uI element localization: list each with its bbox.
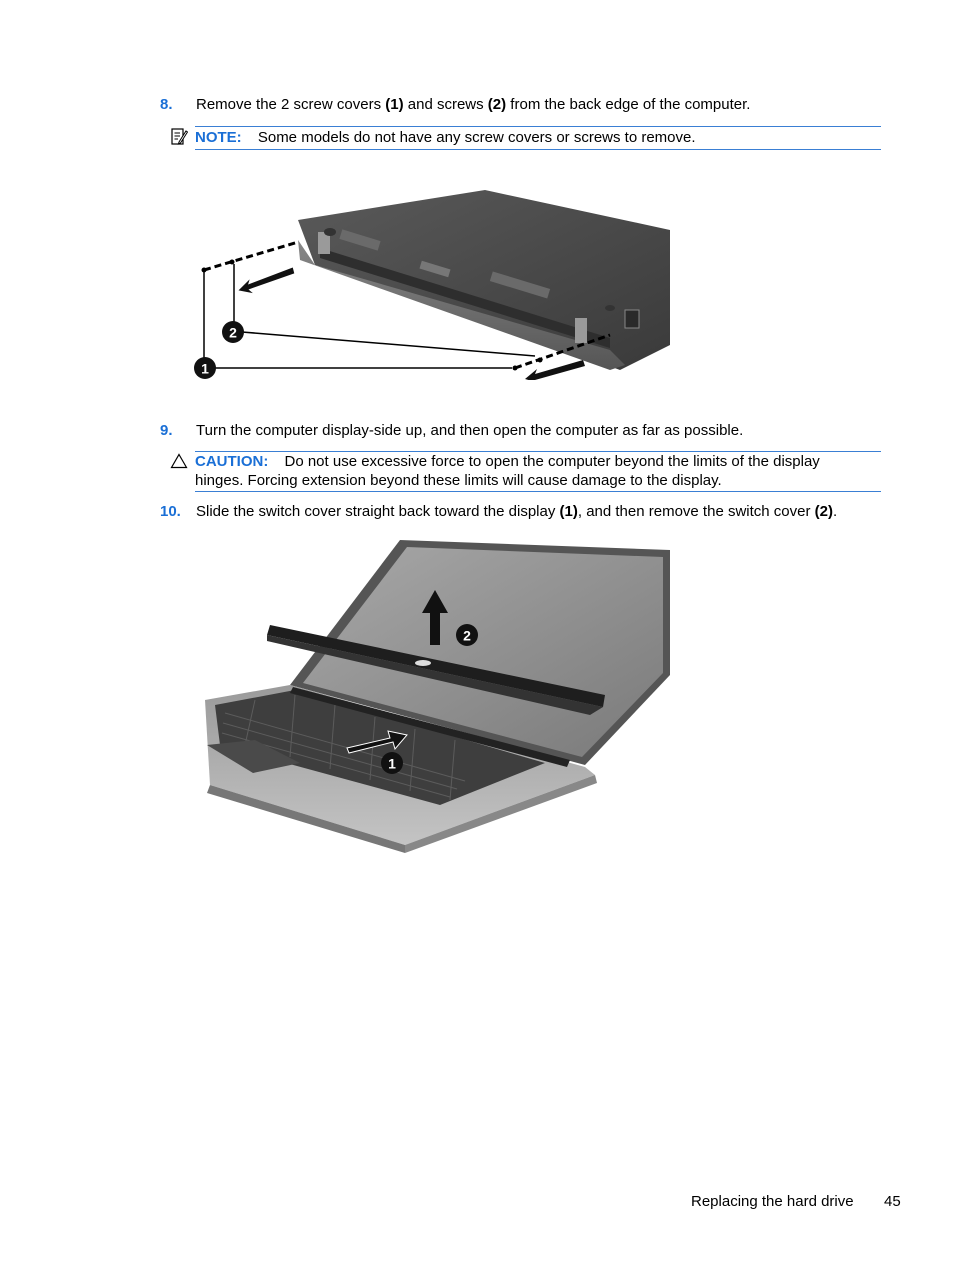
step-8-ref-2: (2) xyxy=(487,96,507,113)
note-text: Some models do not have any screw covers or screws to remove. xyxy=(257,129,696,146)
step-8-text-a: Remove the 2 screw covers xyxy=(196,96,386,113)
caution-box xyxy=(195,451,881,492)
step-8-text-c: from the back edge of the computer. xyxy=(506,96,751,113)
step-10-text-b: , and then remove the switch cover xyxy=(577,503,815,520)
figure-1-callout-1: 1 xyxy=(201,360,209,377)
figure-1-screw-removal xyxy=(190,180,680,380)
note-box xyxy=(195,126,881,150)
step-8-number: 8. xyxy=(160,96,173,113)
step-8-ref-1: (1) xyxy=(385,96,404,113)
step-10-text xyxy=(196,502,896,522)
step-10-number: 10. xyxy=(160,503,181,520)
step-10-ref-2: (2) xyxy=(814,503,833,520)
footer-page-number: 45 xyxy=(884,1193,901,1210)
caution-text-line2: hinges. Forcing extension beyond these limits will cause damage to the display. xyxy=(195,472,722,489)
figure-1-callout-2: 2 xyxy=(229,324,237,341)
step-10-text-a: Slide the switch cover straight back toward the display xyxy=(196,503,560,520)
step-8-text xyxy=(196,95,886,115)
note-label: NOTE: xyxy=(195,129,242,146)
step-10-ref-1: (1) xyxy=(559,503,578,520)
figure-2-callout-2: 2 xyxy=(463,627,471,644)
footer-section-title: Replacing the hard drive xyxy=(691,1193,854,1210)
note-icon xyxy=(170,127,188,147)
step-8-text-b: and screws xyxy=(403,96,488,113)
caution-icon xyxy=(170,453,188,469)
caution-label: CAUTION: xyxy=(195,453,269,470)
step-10-text-c: . xyxy=(833,503,838,520)
caution-text-line1: Do not use excessive force to open the computer beyond the limits of the display xyxy=(284,453,820,470)
figure-2-callout-1: 1 xyxy=(388,755,396,772)
figure-2-switch-cover-removal xyxy=(195,535,680,855)
step-9-text: Turn the computer display-side up, and then open the computer as far as possible. xyxy=(196,422,744,439)
step-9-number: 9. xyxy=(160,422,173,439)
